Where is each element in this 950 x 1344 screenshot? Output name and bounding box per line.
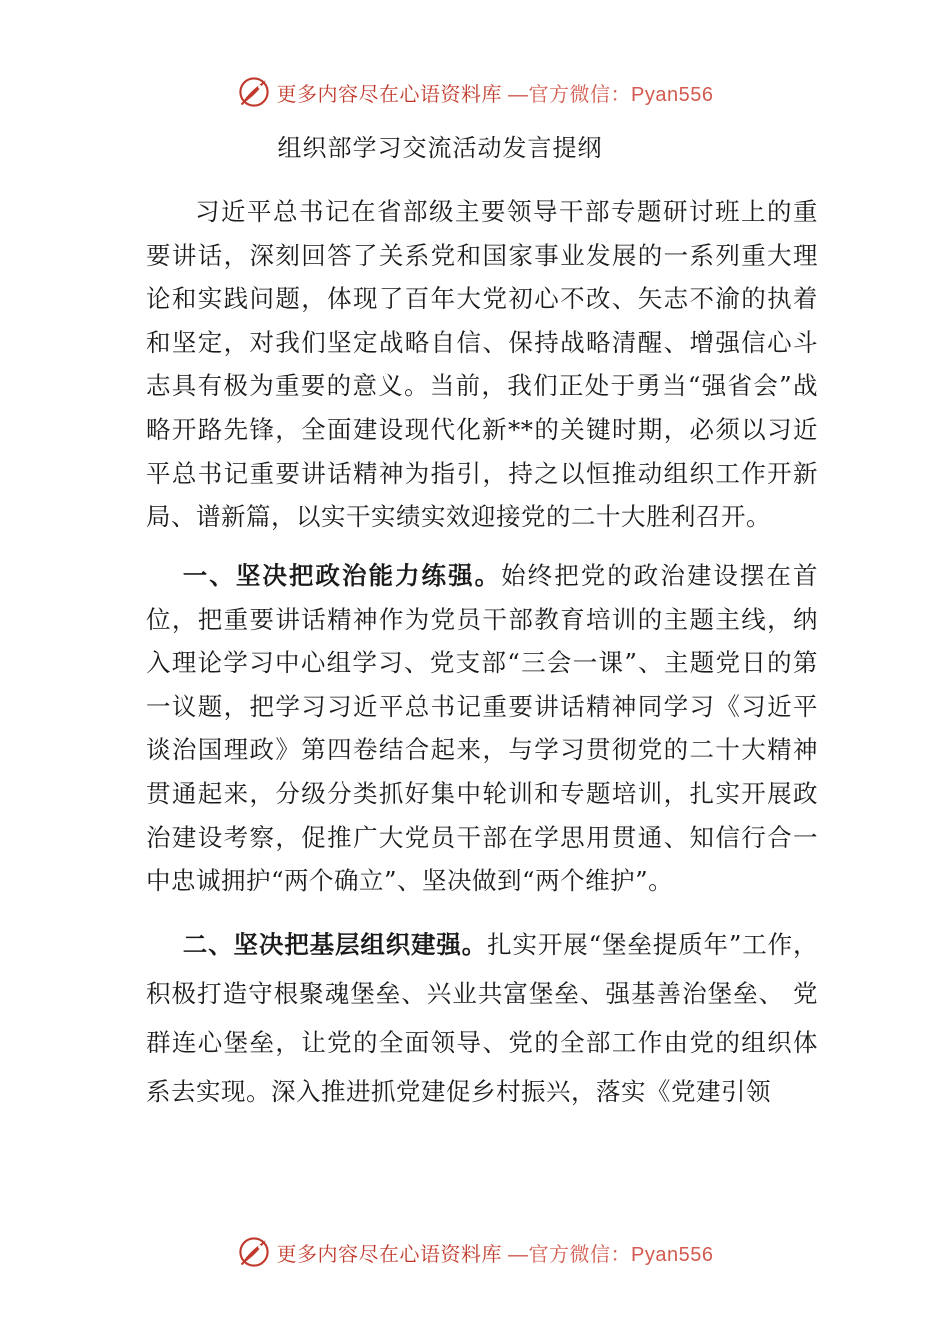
section-paragraph-2 [146, 920, 818, 1116]
section-heading-1: 一、坚决把政治能力练强。 [182, 561, 502, 590]
page-title: 组织部学习交流活动发言提纲 [277, 134, 603, 162]
section-body-1: 始终把党的政治建设摆在首位，把重要讲话精神作为党员干部教育培训的主题主线，纳入理论学习中心组学习、党支部“三会一课”、主题党日的第一议题，把学习习近平总书记重要讲话精神同学习《习近平谈治国理政》第四卷结合起来，与学习贯彻党的二十大精神贯通起来，分级分类抓好集中轮训和专题培训，扎实开展政治建设考察，促推广大党员干部在学思用贯通、知信行合一中忠诚拥护“两个确立”、坚决做到“两个维护”。 [146, 561, 818, 896]
watermark-text: 更多内容尽在心语资料库 [276, 1241, 503, 1266]
watermark-contact: —官方微信：Pyan556 [508, 1243, 714, 1266]
section-body-2: 扎实开展“堡垒提质年”工作，积极打造守根聚魂堡垒、兴业共富堡垒、强基善治堡垒、 党群连心堡垒，让党的全面领导、党的全部工作由党的组织体系去实现。深入推进抓党建促乡村振兴，落实《党建引领 [146, 930, 818, 1106]
quill-pen-logo-icon [237, 1235, 271, 1269]
section-paragraph-1 [146, 554, 818, 903]
section-heading-2: 二、坚决把基层组织建强。 [182, 930, 488, 959]
watermark-text: 更多内容尽在心语资料库 [276, 81, 503, 106]
quill-pen-logo-icon [237, 75, 271, 109]
watermark-banner-bottom [0, 1232, 950, 1272]
intro-paragraph: 习近平总书记在省部级主要领导干部专题研讨班上的重要讲话，深刻回答了关系党和国家事业发展的一系列重大理论和实践问题，体现了百年大党初心不改、矢志不渝的执着和坚定，对我们坚定战略自信、保持战略清醒、增强信心斗志具有极为重要的意义。当前，我们正处于勇当“强省会”战略开路先锋，全面建设现代化新**的关键时期，必须以习近平总书记重要讲话精神为指引，持之以恒推动组织工作开新局、谱新篇，以实干实绩实效迎接党的二十大胜利召开。 [146, 197, 818, 532]
watermark-banner-top [0, 72, 950, 112]
watermark-contact: —官方微信：Pyan556 [508, 83, 714, 106]
